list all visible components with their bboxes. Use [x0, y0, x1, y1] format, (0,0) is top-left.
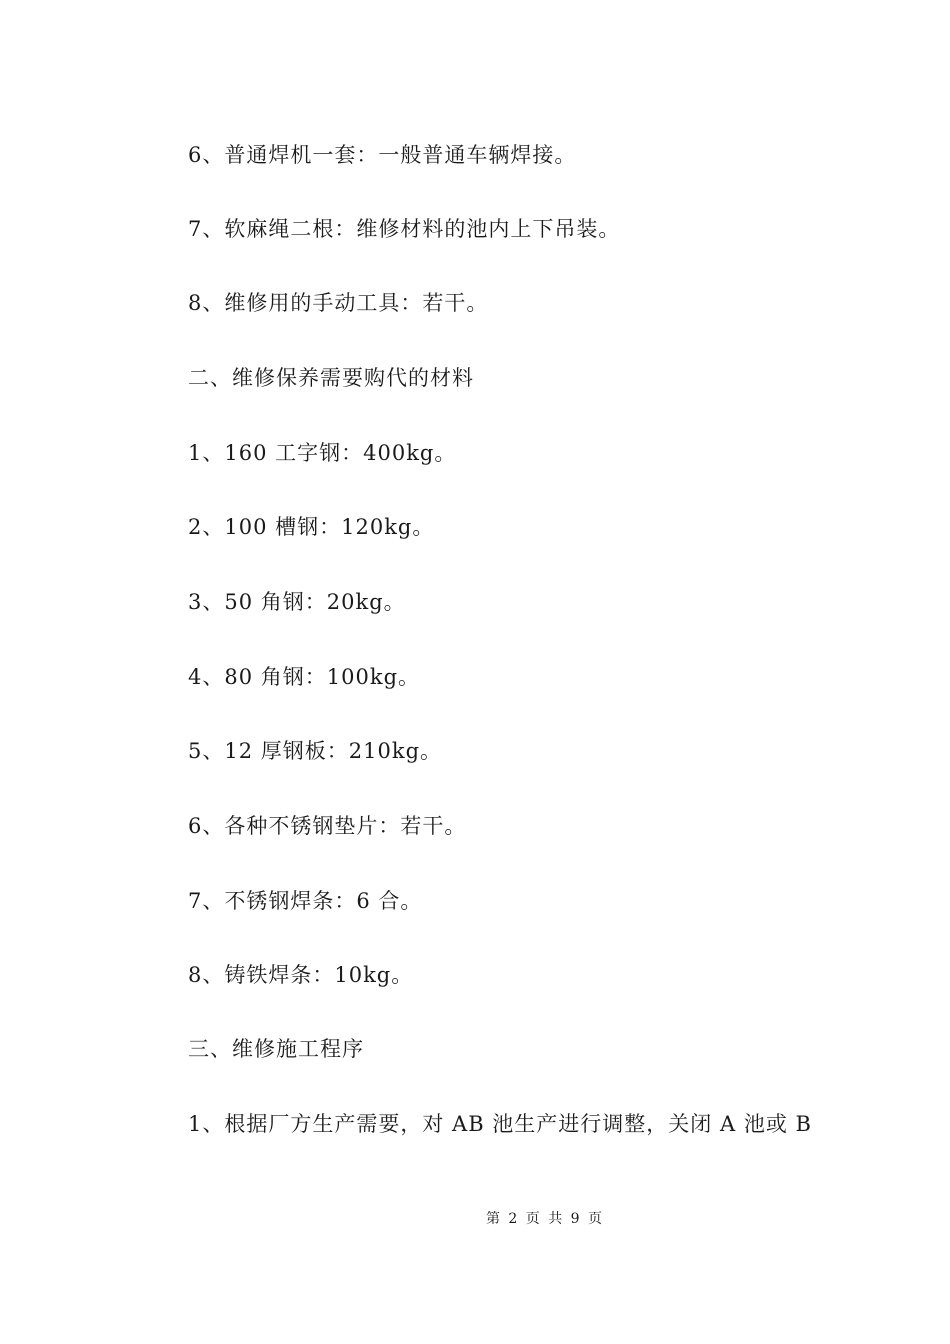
text-line: 7、不锈钢焊条：6 合。	[188, 889, 423, 913]
section-heading: 二、维修保养需要购代的材料	[188, 366, 474, 390]
text-line: 1、根据厂方生产需要，对 AB 池生产进行调整，关闭 A 池或 B	[188, 1112, 812, 1136]
text-line: 5、12 厚钢板：210kg。	[188, 739, 443, 763]
text-line: 8、铸铁焊条：10kg。	[188, 963, 414, 987]
text-line: 6、各种不锈钢垫片：若干。	[188, 814, 467, 838]
text-line: 4、80 角钢：100kg。	[188, 665, 421, 689]
text-line: 3、50 角钢：20kg。	[188, 590, 406, 614]
text-line: 2、100 槽钢：120kg。	[188, 515, 435, 539]
page-footer: 第 2 页 共 9 页	[485, 1211, 605, 1227]
text-line: 1、160 工字钢：400kg。	[188, 441, 457, 465]
text-line: 8、维修用的手动工具：若干。	[188, 291, 489, 315]
text-line: 6、普通焊机一套：一般普通车辆焊接。	[188, 143, 577, 167]
text-line: 7、软麻绳二根：维修材料的池内上下吊装。	[188, 217, 621, 241]
section-heading: 三、维修施工程序	[188, 1037, 364, 1061]
